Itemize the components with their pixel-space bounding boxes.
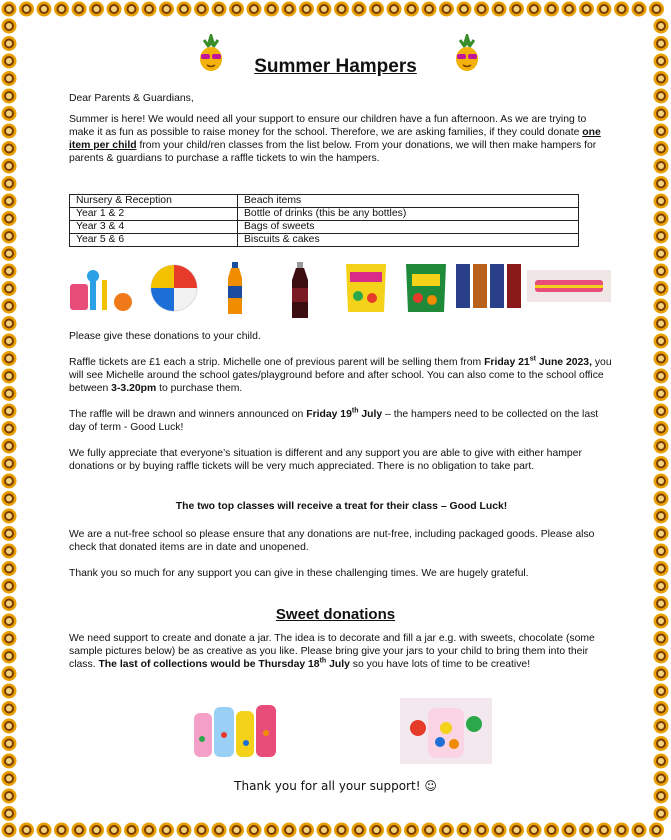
sun-motif xyxy=(2,789,17,804)
sun-motif xyxy=(142,823,157,838)
sun-motif xyxy=(264,2,279,17)
title-row xyxy=(44,34,627,80)
sun-motif xyxy=(2,141,17,156)
sun-motif xyxy=(457,2,472,17)
greeting: Dear Parents & Guardians, xyxy=(69,93,194,104)
sun-motif xyxy=(54,823,69,838)
beach-ball-image xyxy=(148,262,200,314)
sun-motif xyxy=(159,2,174,17)
sun-motif xyxy=(654,369,669,384)
sun-motif xyxy=(654,19,669,34)
sun-motif xyxy=(632,823,647,838)
sun-motif xyxy=(2,351,17,366)
sun-motif xyxy=(229,2,244,17)
cake-slices-image xyxy=(527,262,611,310)
sun-motif xyxy=(404,2,419,17)
sun-motif xyxy=(19,823,34,838)
table-row: Year 5 & 6 Biscuits & cakes xyxy=(70,234,579,247)
sun-motif xyxy=(654,421,669,436)
sun-motif xyxy=(37,823,52,838)
sun-motif xyxy=(492,2,507,17)
sun-motif xyxy=(654,89,669,104)
draw-paragraph: The raffle will be drawn and winners announced on Friday 19th July – the hampers need to be collected on the last day of term - Good Luck! xyxy=(69,407,599,433)
sun-motif xyxy=(654,246,669,261)
sun-motif xyxy=(654,54,669,69)
sun-motif xyxy=(334,2,349,17)
sweets-bag-image xyxy=(344,262,388,314)
sun-motif xyxy=(282,2,297,17)
sun-motif xyxy=(654,141,669,156)
fruit-pastilles-image xyxy=(404,262,448,314)
sun-motif xyxy=(654,386,669,401)
biscuit-boxes-image xyxy=(456,262,522,310)
sun-motif xyxy=(2,509,17,524)
sun-motif xyxy=(2,614,17,629)
sun-motif xyxy=(2,823,17,838)
sun-motif xyxy=(2,106,17,121)
sun-motif xyxy=(2,474,17,489)
sun-motif xyxy=(654,299,669,314)
table-row: Year 1 & 2 Bottle of drinks (this be any bottles) xyxy=(70,208,579,221)
sun-motif xyxy=(352,823,367,838)
sun-motif xyxy=(19,2,34,17)
sun-motif xyxy=(579,2,594,17)
sun-motif xyxy=(654,719,669,734)
sun-motif xyxy=(2,71,17,86)
sun-motif xyxy=(369,823,384,838)
nut-free-paragraph: We are a nut-free school so please ensure that any donations are nut-free, including packaged goods. Please also check that donated items are in date and unopened. xyxy=(69,529,595,553)
sun-motif xyxy=(654,631,669,646)
sun-motif xyxy=(247,2,262,17)
sun-motif xyxy=(654,754,669,769)
sun-motif xyxy=(2,334,17,349)
sun-motif xyxy=(654,229,669,244)
sun-motif xyxy=(124,2,139,17)
sun-motif xyxy=(247,823,262,838)
sun-motif xyxy=(562,2,577,17)
sun-motif xyxy=(2,631,17,646)
sun-motif xyxy=(2,439,17,454)
intro-paragraph: Summer is here! We would need all your support to ensure our children have a fun afternoon. As we are trying to make it as fun as possible to raise money for the school. Therefore, we are asking families, if they could donate one item per child from your child/ren classes from the list below. From your donations, we will then make hampers for parents & guardians to purchase a raffle tickets to win the hampers. xyxy=(69,114,601,164)
appreciate-paragraph: We fully appreciate that everyone’s situation is different and any support you are able to give with either hamper donations or by buying raffle tickets will be very much appreciated. There is no obligation to take part. xyxy=(69,448,582,472)
sun-motif xyxy=(422,2,437,17)
orange-drink-bottle-image xyxy=(226,262,244,316)
sun-motif xyxy=(2,2,17,17)
sun-motif xyxy=(159,823,174,838)
sun-motif xyxy=(654,649,669,664)
sun-motif xyxy=(2,404,17,419)
sun-motif xyxy=(2,456,17,471)
sun-motif xyxy=(2,544,17,559)
sweet-paragraph: We need support to create and donate a jar. The idea is to decorate and fill a jar e.g. with sweets, chocolate (some sample pictures below) be as creative as you like. Please bring give your jars to your child to bring them into their class. The last of collections would be Thursday 18th July so you have lots of time to be creative! xyxy=(69,633,595,670)
sun-motif xyxy=(177,823,192,838)
sun-motif xyxy=(229,823,244,838)
sun-motif xyxy=(654,159,669,174)
sweet-jars-image xyxy=(190,699,280,761)
sun-motif xyxy=(2,229,17,244)
sun-motif xyxy=(654,456,669,471)
sun-motif xyxy=(654,439,669,454)
sun-motif xyxy=(89,2,104,17)
sun-motif xyxy=(649,2,664,17)
sun-motif xyxy=(2,386,17,401)
raffle-paragraph: Raffle tickets are £1 each a strip. Michelle one of previous parent will be selling them from Friday 21st June 2023, you will see Michelle around the school gates/playground before and after school. You can also come to the school office between 3-3.20pm to purchase them. xyxy=(69,355,612,394)
sun-motif xyxy=(72,823,87,838)
sun-motif xyxy=(89,823,104,838)
sun-motif xyxy=(422,823,437,838)
sun-motif xyxy=(2,19,17,34)
sun-motif xyxy=(654,666,669,681)
sun-motif xyxy=(654,491,669,506)
sun-motif xyxy=(492,823,507,838)
sun-motif xyxy=(654,176,669,191)
flyer-page xyxy=(44,34,627,806)
sun-motif xyxy=(2,754,17,769)
footer-thanks: Thank you for all your support! ☺ xyxy=(234,779,437,793)
sun-motif xyxy=(2,176,17,191)
sun-motif xyxy=(654,404,669,419)
sun-motif xyxy=(107,823,122,838)
sun-motif xyxy=(212,823,227,838)
sun-motif xyxy=(282,823,297,838)
sun-motif xyxy=(614,823,629,838)
sun-motif xyxy=(2,124,17,139)
please-give-text: Please give these donations to your child. xyxy=(69,331,261,342)
sun-motif xyxy=(2,666,17,681)
sun-motif xyxy=(2,701,17,716)
sun-motif xyxy=(2,264,17,279)
sun-motif xyxy=(2,246,17,261)
sun-motif xyxy=(654,614,669,629)
sun-motif xyxy=(2,806,17,821)
sun-motif xyxy=(474,2,489,17)
sun-motif xyxy=(2,194,17,209)
sun-motif xyxy=(654,71,669,86)
table-row: Year 3 & 4 Bags of sweets xyxy=(70,221,579,234)
sun-motif xyxy=(2,159,17,174)
sun-motif xyxy=(654,36,669,51)
sun-motif xyxy=(654,526,669,541)
sun-motif xyxy=(2,369,17,384)
sun-motif xyxy=(387,823,402,838)
sun-motif xyxy=(2,526,17,541)
sun-motif xyxy=(654,334,669,349)
sun-motif xyxy=(2,36,17,51)
sun-motif xyxy=(654,351,669,366)
sun-motif xyxy=(2,421,17,436)
sun-motif xyxy=(2,649,17,664)
sun-motif xyxy=(654,194,669,209)
sun-motif xyxy=(597,823,612,838)
sun-motif xyxy=(2,596,17,611)
sun-motif xyxy=(614,2,629,17)
sun-motif xyxy=(439,823,454,838)
thank-you-paragraph: Thank you so much for any support you can give in these challenging times. We are hugely grateful. xyxy=(69,568,529,579)
sun-motif xyxy=(654,106,669,121)
sun-motif xyxy=(2,54,17,69)
sun-motif xyxy=(544,823,559,838)
sweet-donations-heading: Sweet donations xyxy=(275,606,396,623)
sun-motif xyxy=(404,823,419,838)
sun-motif xyxy=(387,2,402,17)
decorated-jar-image xyxy=(400,698,492,764)
sun-motif xyxy=(107,2,122,17)
sun-motif xyxy=(527,823,542,838)
sun-motif xyxy=(299,2,314,17)
sun-motif xyxy=(654,806,669,821)
sun-motif xyxy=(317,2,332,17)
sun-motif xyxy=(649,823,664,838)
top-classes-text: The two top classes will receive a treat for their class – Good Luck! xyxy=(175,501,508,512)
sun-motif xyxy=(457,823,472,838)
sun-motif xyxy=(142,2,157,17)
sun-motif xyxy=(2,491,17,506)
table-row: Nursery & Reception Beach items xyxy=(70,195,579,208)
sun-motif xyxy=(352,2,367,17)
sun-motif xyxy=(509,823,524,838)
sun-motif xyxy=(2,316,17,331)
sun-motif xyxy=(194,823,209,838)
sun-motif xyxy=(654,474,669,489)
sun-motif xyxy=(54,2,69,17)
donation-table xyxy=(69,194,579,247)
sun-motif xyxy=(544,2,559,17)
sun-motif xyxy=(654,316,669,331)
sun-motif xyxy=(264,823,279,838)
sun-motif xyxy=(654,544,669,559)
sun-motif xyxy=(654,789,669,804)
sun-motif xyxy=(439,2,454,17)
sun-motif xyxy=(334,823,349,838)
sun-motif xyxy=(562,823,577,838)
sun-motif xyxy=(2,89,17,104)
sun-motif xyxy=(2,299,17,314)
sun-motif xyxy=(654,264,669,279)
sun-motif xyxy=(654,736,669,751)
sun-motif xyxy=(509,2,524,17)
sun-motif xyxy=(212,2,227,17)
sun-motif xyxy=(2,771,17,786)
sun-motif xyxy=(474,823,489,838)
sun-motif xyxy=(654,509,669,524)
sun-motif xyxy=(654,596,669,611)
sun-motif xyxy=(654,579,669,594)
sun-motif xyxy=(37,2,52,17)
sun-motif xyxy=(654,684,669,699)
sun-motif xyxy=(654,124,669,139)
sun-motif xyxy=(654,561,669,576)
sun-motif xyxy=(2,684,17,699)
sun-motif xyxy=(579,823,594,838)
sun-motif xyxy=(654,281,669,296)
sun-motif xyxy=(2,719,17,734)
beach-toys-image xyxy=(68,262,138,314)
sun-motif xyxy=(2,561,17,576)
sun-motif xyxy=(654,701,669,716)
sun-motif xyxy=(299,823,314,838)
sun-motif xyxy=(177,2,192,17)
sun-motif xyxy=(317,823,332,838)
cola-bottle-image xyxy=(289,262,311,320)
page-title: Summer Hampers xyxy=(254,56,417,77)
sun-motif xyxy=(124,823,139,838)
sun-motif xyxy=(527,2,542,17)
sun-motif xyxy=(632,2,647,17)
sun-motif xyxy=(2,579,17,594)
sun-motif xyxy=(654,211,669,226)
sun-motif xyxy=(2,281,17,296)
sun-motif xyxy=(369,2,384,17)
sun-motif xyxy=(2,736,17,751)
sun-motif xyxy=(597,2,612,17)
sun-motif xyxy=(654,771,669,786)
sun-motif xyxy=(72,2,87,17)
sun-motif xyxy=(2,211,17,226)
one-item-emphasis: one item per child xyxy=(69,127,601,151)
sun-motif xyxy=(194,2,209,17)
